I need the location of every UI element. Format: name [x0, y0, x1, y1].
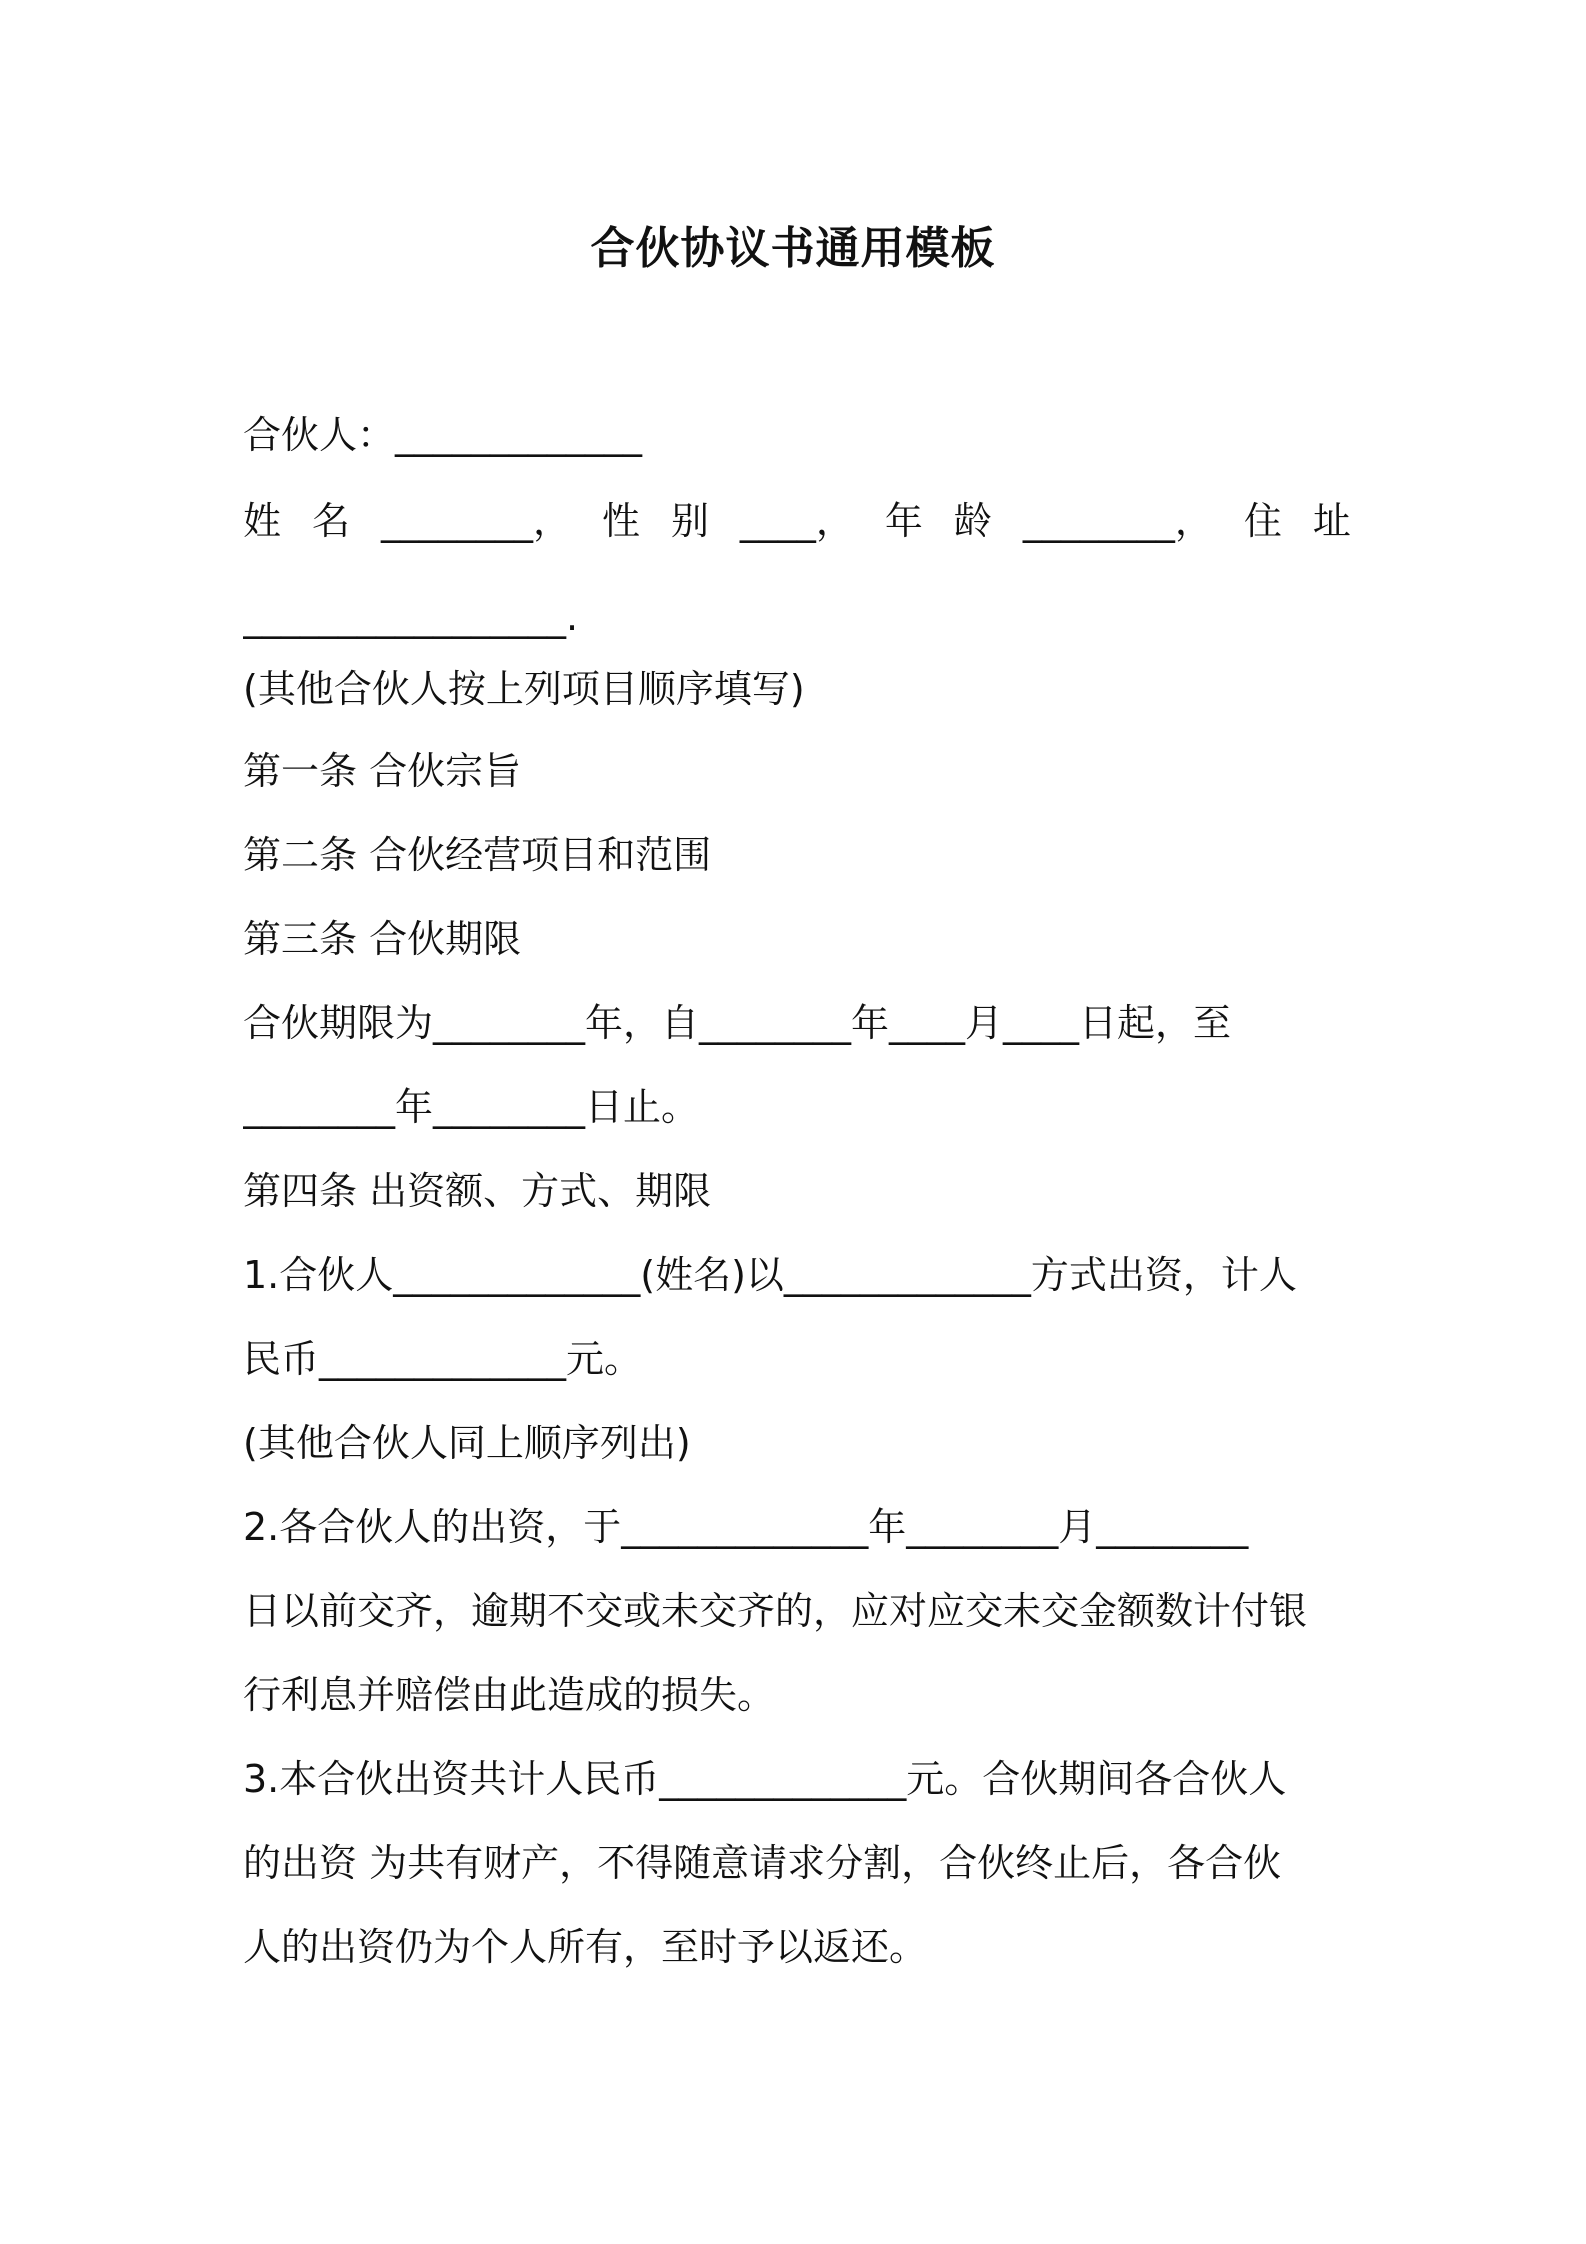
article-2-heading: 第二条 合伙经营项目和范围	[243, 833, 712, 877]
contribution-line-2: 民币_____________元。	[243, 1337, 643, 1381]
article-4-heading: 第四条 出资额、方式、期限	[243, 1169, 712, 1213]
total-line-2: 的出资 为共有财产，不得随意请求分割，合伙终止后，各合伙	[243, 1841, 1282, 1885]
partner-details-line: 姓 名 ________， 性 别 ____， 年 龄 ________， 住 址	[243, 499, 1351, 543]
total-line-3: 人的出资仍为个人所有，至时予以返还。	[243, 1925, 928, 1969]
term-line-1: 合伙期限为________年，自________年____月____日起，至	[243, 1001, 1232, 1045]
contribution-line-1: 1.合伙人_____________(姓名)以_____________方式出资，计人	[243, 1253, 1297, 1297]
article-1-heading: 第一条 合伙宗旨	[243, 749, 522, 793]
document-title: 合伙协议书通用模板	[590, 223, 996, 274]
deadline-line-1: 2.各合伙人的出资，于_____________年________月________	[243, 1505, 1249, 1549]
total-line-1: 3.本合伙出资共计人民币_____________元。合伙期间各合伙人	[243, 1757, 1287, 1801]
deadline-line-2: 日以前交齐，逾期不交或未交齐的，应对应交未交金额数计付银	[243, 1589, 1308, 1633]
other-partners-note: (其他合伙人按上列项目顺序填写)	[243, 667, 805, 711]
other-partners-order-note: (其他合伙人同上顺序列出)	[243, 1421, 691, 1465]
deadline-line-3: 行利息并赔偿由此造成的损失。	[243, 1673, 776, 1717]
address-blank-line: _________________.	[243, 595, 579, 639]
partner-line: 合伙人：_____________	[243, 413, 643, 457]
term-line-2: ________年________日止。	[243, 1085, 700, 1129]
article-3-heading: 第三条 合伙期限	[243, 917, 522, 961]
